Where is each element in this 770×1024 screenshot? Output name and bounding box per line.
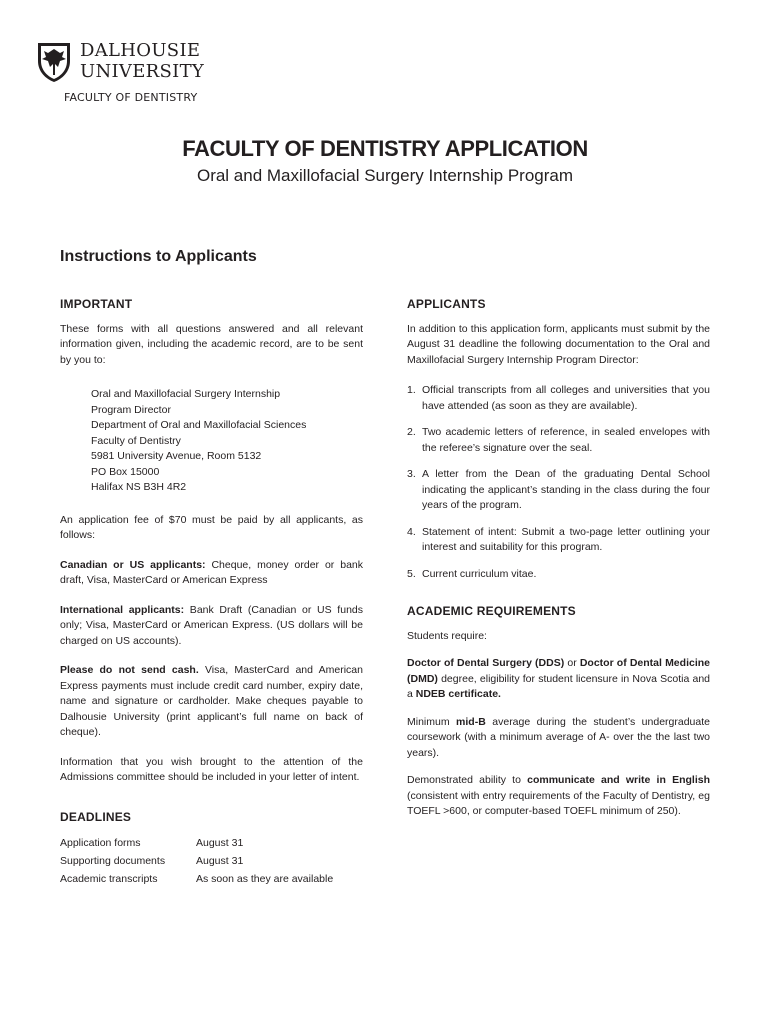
english-rest: (consistent with entry requirements of the Faculty of Dentistry, eg TOEFL >600, or computer-based TOEFL minimum of 250). xyxy=(407,789,710,817)
list-text: Statement of intent: Submit a two-page letter outlining your interest and suitability for this program. xyxy=(422,525,710,553)
deadline-row xyxy=(60,834,363,852)
deadline-item: Academic transcripts xyxy=(60,873,158,885)
average-rest: average during the student’s undergraduate coursework (with a minimum average of A- over the the last two years). xyxy=(407,715,710,759)
dmd-degree: Doctor of Dental Medicine (DMD) xyxy=(407,657,710,685)
address-line: Oral and Maxillofacial Surgery Internship xyxy=(91,388,281,400)
mailing-address xyxy=(91,387,363,496)
international-payment-paragraph xyxy=(60,603,363,650)
english-bold: communicate and write in English xyxy=(527,774,710,786)
applicants-heading: APPLICANTS xyxy=(407,297,486,311)
information-paragraph: Information that you wish brought to the attention of the Admissions committee should be included in your letter of intent. xyxy=(60,755,363,783)
ndeb-certificate: NDEB certificate. xyxy=(415,688,501,700)
cash-text: Visa, MasterCard and American Express payments must include credit card number, expiry date, name and signature or cardholder. Make cheques payable to Dalhousie University (print applicant’s full name on back of cheque). xyxy=(60,664,363,738)
list-text: Current curriculum vitae. xyxy=(422,567,537,580)
deadline-row xyxy=(60,852,363,870)
students-require: Students require: xyxy=(407,629,487,642)
average-grade: mid-B xyxy=(456,715,486,728)
important-intro: These forms with all questions answered and all relevant information given, including the academic record, are to be sent by you to: xyxy=(60,322,363,366)
average-pre: Minimum xyxy=(407,715,457,728)
address-line: Faculty of Dentistry xyxy=(91,434,181,447)
instructions-heading: Instructions to Applicants xyxy=(60,248,257,265)
address-line: Department of Oral and Maxillofacial Sciences xyxy=(91,419,307,431)
deadline-date: August 31 xyxy=(196,837,244,849)
university-wordmark xyxy=(80,40,204,82)
canadian-label: Canadian or US applicants: xyxy=(60,558,206,571)
deadline-item: Application forms xyxy=(60,837,141,849)
academic-requirements-heading: ACADEMIC REQUIREMENTS xyxy=(407,604,576,618)
deadline-date: As soon as they are available xyxy=(196,873,334,885)
important-heading: IMPORTANT xyxy=(60,297,133,311)
address-line: Program Director xyxy=(91,403,171,416)
list-item xyxy=(407,383,710,414)
list-item xyxy=(407,425,710,456)
list-item xyxy=(407,567,710,583)
average-requirement xyxy=(407,715,710,762)
international-text: Bank Draft (Canadian or US funds only; Visa, MasterCard or American Express. (US dollars will be charged on US accounts). xyxy=(60,603,363,647)
canadian-payment-paragraph xyxy=(60,558,363,589)
deadlines-table xyxy=(60,834,363,888)
right-column xyxy=(407,297,710,820)
cash-label: Please do not send cash. xyxy=(60,664,199,676)
dalhousie-crest-logo xyxy=(36,41,72,83)
degree-requirement xyxy=(407,656,710,703)
canadian-text: Cheque, money order or bank draft, Visa, MasterCard or American Express xyxy=(60,558,363,586)
cash-paragraph xyxy=(60,663,363,741)
degree-rest: degree, eligibility for student licensure in Nova Scotia and a xyxy=(407,672,710,700)
document-title: FACULTY OF DENTISTRY APPLICATION xyxy=(182,136,588,161)
address-line: PO Box 15000 xyxy=(91,465,160,478)
document-subtitle: Oral and Maxillofacial Surgery Internship Program xyxy=(196,166,574,185)
fee-paragraph: An application fee of $70 must be paid by all applicants, as follows: xyxy=(60,513,363,541)
list-number: 5. xyxy=(407,567,416,580)
left-column xyxy=(60,297,363,888)
english-requirement xyxy=(407,773,710,820)
degree-or: or xyxy=(564,657,580,669)
address-line: 5981 University Avenue, Room 5132 xyxy=(91,450,262,462)
list-number: 4. xyxy=(407,525,416,538)
english-pre: Demonstrated ability to xyxy=(407,774,528,786)
dds-degree: Doctor of Dental Surgery (DDS) xyxy=(407,657,565,669)
list-item xyxy=(407,525,710,556)
list-item xyxy=(407,467,710,514)
deadline-date: August 31 xyxy=(196,855,244,867)
deadline-row xyxy=(60,870,363,888)
university-line1: DALHOUSIE xyxy=(80,40,201,61)
list-text: Official transcripts from all colleges and universities that you have attended (as soon as they are available). xyxy=(422,384,710,412)
list-number: 1. xyxy=(407,384,416,396)
university-line2: UNIVERSITY xyxy=(80,61,205,82)
list-text: A letter from the Dean of the graduating Dental School indicating the applicant’s standing in the class during the four years of the program. xyxy=(422,468,710,511)
documentation-list xyxy=(407,383,710,582)
address-line: Halifax NS B3H 4R2 xyxy=(91,481,187,493)
list-text: Two academic letters of reference, in sealed envelopes with the referee’s signature over the seal. xyxy=(422,426,710,454)
list-number: 2. xyxy=(407,426,416,438)
applicants-intro: In addition to this application form, applicants must submit by the August 31 deadline the following documentation to the Oral and Maxillofacial Surgery Internship Program Director: xyxy=(407,322,710,366)
international-label: International applicants: xyxy=(60,603,185,616)
deadline-item: Supporting documents xyxy=(60,855,166,867)
deadlines-heading: DEADLINES xyxy=(60,809,132,824)
list-number: 3. xyxy=(407,468,416,480)
faculty-label: FACULTY OF DENTISTRY xyxy=(64,91,198,104)
